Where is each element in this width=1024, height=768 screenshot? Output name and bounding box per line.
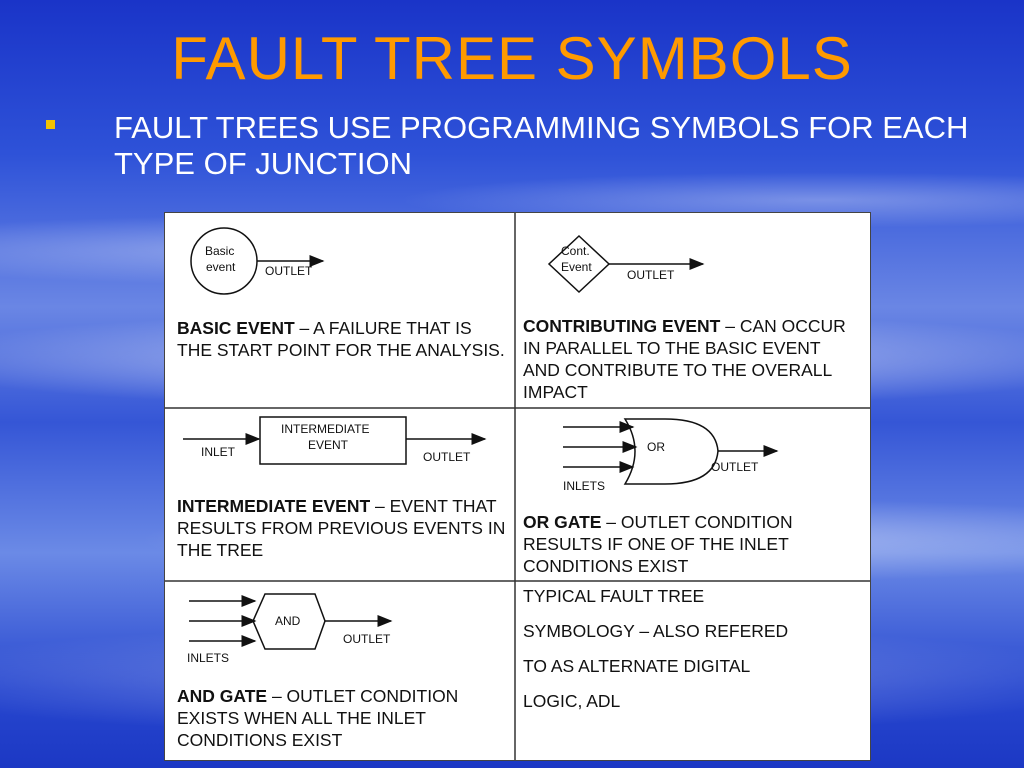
caption-line-4: LOGIC, ADL xyxy=(523,691,621,711)
or-gate-heading: OR GATE xyxy=(523,512,602,532)
basic-symbol-label-2: event xyxy=(206,260,236,274)
contributing-outlet-label: OUTLET xyxy=(627,268,675,282)
basic-symbol-label-1: Basic xyxy=(205,244,235,258)
intermediate-symbol-label-2: EVENT xyxy=(308,438,349,452)
intermediate-event-description xyxy=(177,495,513,561)
square-bullet-icon xyxy=(46,120,55,129)
basic-outlet-label: OUTLET xyxy=(265,264,313,278)
caption-line-1: TYPICAL FAULT TREE xyxy=(523,586,705,606)
and-symbol-label: AND xyxy=(275,614,301,628)
and-gate-description xyxy=(177,685,513,751)
intermediate-symbol-label-1: INTERMEDIATE xyxy=(281,422,370,436)
or-gate-icon xyxy=(563,419,777,484)
and-gate-heading: AND GATE xyxy=(177,686,268,706)
and-inlets-label: INLETS xyxy=(187,651,230,665)
contributing-symbol-label-1: Cont. xyxy=(561,244,590,258)
or-symbol-label: OR xyxy=(647,440,665,454)
basic-event-description xyxy=(177,317,507,361)
caption-line-3: TO AS ALTERNATE DIGITAL xyxy=(523,656,751,676)
or-gate-description xyxy=(523,511,863,577)
figure-caption xyxy=(523,579,863,719)
contributing-event-description xyxy=(523,315,859,403)
contributing-event-heading: CONTRIBUTING EVENT xyxy=(523,316,721,336)
or-outlet-label: OUTLET xyxy=(711,460,759,474)
and-outlet-label: OUTLET xyxy=(343,632,391,646)
caption-line-2: SYMBOLOGY – ALSO REFERED xyxy=(523,621,789,641)
contributing-event-desc: – CAN OCCUR IN PARALLEL TO THE BASIC EVENT AND CONTRIBUTE TO THE OVERALL IMPACT xyxy=(523,316,846,402)
bullet-text: FAULT TREES USE PROGRAMMING SYMBOLS FOR EACH TYPE OF JUNCTION xyxy=(114,110,969,181)
intermediate-inlet-label: INLET xyxy=(201,445,236,459)
basic-event-heading: BASIC EVENT xyxy=(177,318,295,338)
slide-title: FAULT TREE SYMBOLS xyxy=(171,25,853,92)
intermediate-outlet-label: OUTLET xyxy=(423,450,471,464)
and-gate-desc: – OUTLET CONDITION EXISTS WHEN ALL THE INLET CONDITIONS EXIST xyxy=(177,686,459,750)
intermediate-event-heading: INTERMEDIATE EVENT xyxy=(177,496,371,516)
or-gate-desc: – OUTLET CONDITION RESULTS IF ONE OF THE INLET CONDITIONS EXIST xyxy=(523,512,793,576)
basic-event-desc: – A FAILURE THAT IS THE START POINT FOR THE ANALYSIS. xyxy=(177,318,505,360)
fault-tree-symbols-figure xyxy=(164,212,871,761)
contributing-symbol-label-2: Event xyxy=(561,260,592,274)
intermediate-event-desc: – EVENT THAT RESULTS FROM PREVIOUS EVENTS IN THE TREE xyxy=(177,496,506,560)
or-inlets-label: INLETS xyxy=(563,479,606,493)
